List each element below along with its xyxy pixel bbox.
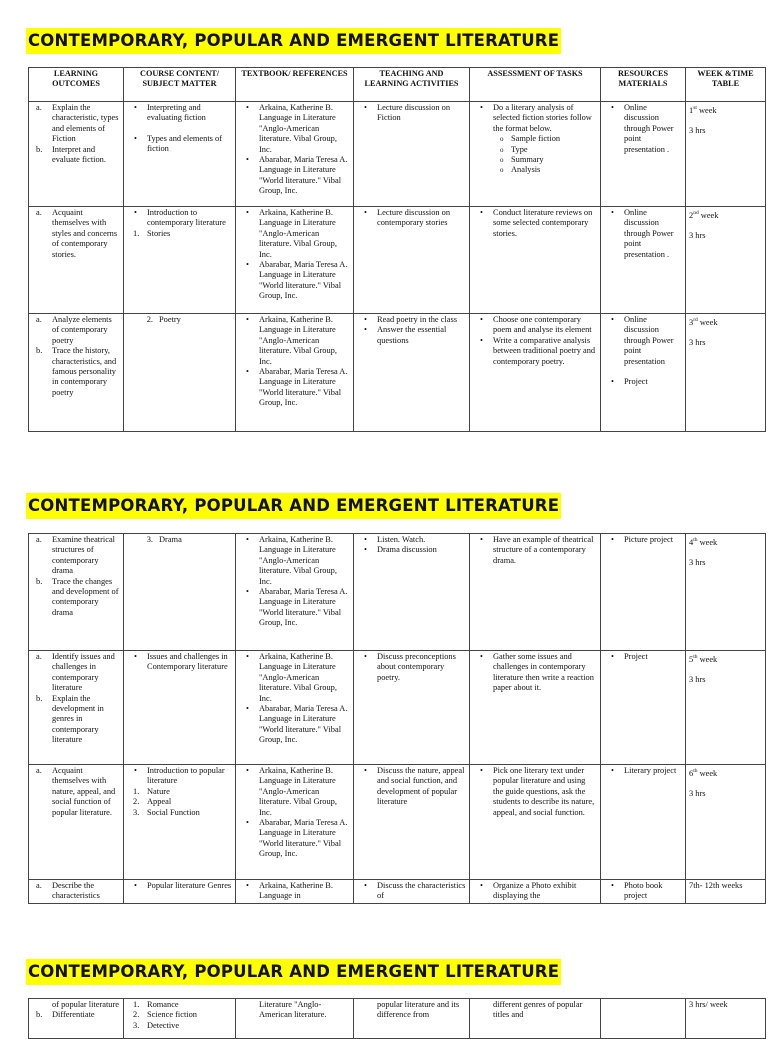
week-cell xyxy=(686,207,766,314)
list-item: • Gather some issues and challenges in contemporary literature then write a reaction paper about it. xyxy=(473,652,597,694)
list-item: o Analysis xyxy=(473,165,597,175)
list-item: • Types and elements of fiction xyxy=(127,134,232,155)
table-row xyxy=(29,534,766,651)
assessment-cell xyxy=(470,314,601,432)
section-title: CONTEMPORARY, POPULAR AND EMERGENT LITERATURE xyxy=(26,959,561,985)
header-course-content: COURSE CONTENT/ SUBJECT MATTER xyxy=(124,68,236,102)
assessment-cell xyxy=(470,534,601,651)
list-item: • Arkaina, Katherine B. Language in Literature "Anglo-American literature. Vibal Group, Inc. xyxy=(239,103,350,155)
week-word: week xyxy=(697,317,718,327)
list-item: • Discuss the characteristics of xyxy=(357,881,466,902)
week-suffix: th xyxy=(693,537,698,543)
resources-cell xyxy=(601,765,686,880)
list-item: • Arkaina, Katherine B. Language in Literature "Anglo-American literature. Vibal Group, Inc. xyxy=(239,315,350,367)
week-number: 2 xyxy=(689,210,694,220)
list-item: different genres of popular titles and xyxy=(493,1000,583,1020)
week-word: week xyxy=(698,210,719,220)
list-item: a. Examine theatrical structures of contemporary drama xyxy=(32,535,120,577)
references-cell xyxy=(236,314,354,432)
list-item: 2. Appeal xyxy=(127,797,232,807)
list-item: o Sample fiction xyxy=(473,134,597,144)
list-item: • Online discussion through Power point presentation . xyxy=(604,103,682,155)
content-number: 2. xyxy=(146,315,153,324)
list-item: • Listen. Watch. xyxy=(357,535,466,545)
list-item: • Conduct literature reviews on some selected contemporary stories. xyxy=(473,208,597,239)
table-row xyxy=(29,314,766,432)
outcomes-cell xyxy=(29,880,124,904)
references-cell xyxy=(236,765,354,880)
activities-cell xyxy=(354,102,470,207)
resources-cell xyxy=(601,534,686,651)
list-item: b. Explain the development in genres in contemporary literature xyxy=(32,694,120,746)
content-cell xyxy=(124,314,236,432)
list-item: • Abarabar, Maria Teresa A. Language in Literature "World literature." Vibal Group, Inc. xyxy=(239,587,350,629)
week-number: 1 xyxy=(689,105,694,115)
assessment-cell xyxy=(470,765,601,880)
content-cell xyxy=(124,207,236,314)
list-item: • Abarabar, Maria Teresa A. Language in Literature "World literature." Vibal Group, Inc. xyxy=(239,155,350,197)
references-cell xyxy=(236,880,354,904)
list-item: • Answer the essential questions xyxy=(357,325,466,346)
section-title: CONTEMPORARY, POPULAR AND EMERGENT LITERATURE xyxy=(26,28,561,54)
list-item: • Introduction to popular literature xyxy=(127,766,232,787)
header-learning-outcomes: LEARNING OUTCOMES xyxy=(29,68,124,102)
activities-cell xyxy=(354,651,470,765)
list-item: of popular literature xyxy=(52,1000,119,1009)
outcomes-cell xyxy=(29,207,124,314)
list-item: • Photo book project xyxy=(604,881,682,902)
list-item: • Discuss the nature, appeal and social function, and development of popular literature xyxy=(357,766,466,808)
week-number: 5 xyxy=(689,654,694,664)
list-item: • Arkaina, Katherine B. Language in Literature "Anglo-American literature. Vibal Group, Inc. xyxy=(239,535,350,587)
list-item: • Abarabar, Maria Teresa A. Language in Literature "World literature." Vibal Group, Inc. xyxy=(239,704,350,746)
week-hours: 3 hrs/ week xyxy=(689,1000,728,1009)
activities-cell xyxy=(354,314,470,432)
list-item: 2. Science fiction xyxy=(127,1010,232,1020)
assessment-cell xyxy=(470,651,601,765)
content-cell xyxy=(124,880,236,904)
list-item: • Lecture discussion on contemporary stories xyxy=(357,208,466,229)
week-cell xyxy=(686,765,766,880)
resources-cell xyxy=(601,651,686,765)
list-item: • Discuss preconceptions about contemporary poetry. xyxy=(357,652,466,683)
list-item: • Arkaina, Katherine B. Language in Literature "Anglo-American literature. Vibal Group, Inc. xyxy=(239,208,350,260)
week-suffix: th xyxy=(693,654,698,660)
list-item: popular literature and its difference from xyxy=(377,1000,460,1020)
list-item: • Abarabar, Maria Teresa A. Language in Literature "World literature." Vibal Group, Inc. xyxy=(239,260,350,302)
week-cell xyxy=(686,880,766,904)
list-item: b. Trace the changes and development of contemporary drama xyxy=(32,577,120,619)
week-cell xyxy=(686,534,766,651)
resources-cell xyxy=(601,207,686,314)
table-header-row xyxy=(29,68,766,102)
content-text: Poetry xyxy=(159,315,181,324)
list-item: • Interpreting and evaluating fiction xyxy=(127,103,232,124)
week-suffix: th xyxy=(693,768,698,774)
table-row xyxy=(29,880,766,904)
list-item: b. Trace the history, characteristics, and famous personality in contemporary poetry xyxy=(32,346,120,398)
week-hours: 3 hrs xyxy=(689,789,706,799)
list-item: 1. Romance xyxy=(127,1000,232,1010)
content-cell xyxy=(124,999,236,1039)
header-week: WEEK &TIME TABLE xyxy=(686,68,766,102)
week-cell xyxy=(686,651,766,765)
list-item: 1. Stories xyxy=(127,229,232,239)
references-cell xyxy=(236,207,354,314)
content-cell xyxy=(124,765,236,880)
week-suffix: rd xyxy=(693,317,698,323)
list-item: • Lecture discussion on Fiction xyxy=(357,103,466,124)
list-item: • Write a comparative analysis between traditional poetry and contemporary poetry. xyxy=(473,336,597,367)
week-number: 3 xyxy=(689,317,694,327)
outcomes-cell xyxy=(29,651,124,765)
list-item: a. Identify issues and challenges in contemporary literature xyxy=(32,652,120,694)
table-row xyxy=(29,102,766,207)
week-hours: 3 hrs xyxy=(689,558,706,568)
list-item: b. Interpret and evaluate fiction. xyxy=(32,145,120,166)
list-item: • Abarabar, Maria Teresa A. Language in Literature "World literature." Vibal Group, Inc. xyxy=(239,818,350,860)
list-item: a. Acquaint themselves with nature, appeal, and social function of popular literature. xyxy=(32,766,120,818)
week-cell xyxy=(686,999,766,1039)
syllabus-table-2 xyxy=(28,533,766,904)
list-item: Literature "Anglo-American literature. xyxy=(259,1000,327,1020)
activities-cell xyxy=(354,880,470,904)
references-cell xyxy=(236,534,354,651)
activities-cell xyxy=(354,207,470,314)
list-item: • Project xyxy=(604,377,682,387)
references-cell xyxy=(236,651,354,765)
list-item: • Abarabar, Maria Teresa A. Language in Literature "World literature." Vibal Group, Inc. xyxy=(239,367,350,409)
table-row xyxy=(29,999,766,1039)
activities-cell xyxy=(354,765,470,880)
content-cell xyxy=(124,651,236,765)
header-resources: RESOURCES MATERIALS xyxy=(601,68,686,102)
header-activities: TEACHING AND LEARNING ACTIVITIES xyxy=(354,68,470,102)
list-item: • Have an example of theatrical structure of a contemporary drama. xyxy=(473,535,597,566)
list-item: a. Acquaint themselves with styles and concerns of contemporary stories. xyxy=(32,208,120,260)
week-word: week xyxy=(697,537,718,547)
assessment-cell xyxy=(470,207,601,314)
list-item: a. Explain the characteristic, types and elements of Fiction xyxy=(32,103,120,145)
references-cell xyxy=(236,999,354,1039)
list-item: 3. Social Function xyxy=(127,808,232,818)
list-item: • Arkaina, Katherine B. Language in xyxy=(239,881,350,902)
activities-cell xyxy=(354,534,470,651)
week-word: week xyxy=(697,768,718,778)
week-cell xyxy=(686,314,766,432)
list-item: o Type xyxy=(473,145,597,155)
week-suffix: st xyxy=(693,105,697,111)
list-item: • Read poetry in the class xyxy=(357,315,466,325)
content-cell xyxy=(124,102,236,207)
outcomes-cell xyxy=(29,314,124,432)
week-hours: 3 hrs xyxy=(689,338,706,348)
header-assessment: ASSESSMENT OF TASKS xyxy=(470,68,601,102)
list-item: • Online discussion through Power point presentation . xyxy=(604,208,682,260)
list-item: • Popular literature Genres xyxy=(127,881,232,891)
list-item: • Do a literary analysis of selected fiction stories follow the format below. xyxy=(473,103,597,134)
list-item: • Drama discussion xyxy=(357,545,466,555)
week-hours: 3 hrs xyxy=(689,231,706,241)
assessment-cell xyxy=(470,999,601,1039)
list-item: • Choose one contemporary poem and analyse its element xyxy=(473,315,597,336)
list-item: 3. Detective xyxy=(127,1021,232,1031)
table-row xyxy=(29,651,766,765)
list-item: • Arkaina, Katherine B. Language in Literature "Anglo-American literature. Vibal Group, Inc. xyxy=(239,652,350,704)
list-item xyxy=(127,315,232,325)
references-cell xyxy=(236,102,354,207)
list-item: • Project xyxy=(604,652,682,662)
resources-cell xyxy=(601,880,686,904)
content-text: Drama xyxy=(159,535,182,544)
resources-cell xyxy=(601,999,686,1039)
list-item: a. Analyze elements of contemporary poetry xyxy=(32,315,120,346)
list-item: • Arkaina, Katherine B. Language in Literature "Anglo-American literature. Vibal Group, Inc. xyxy=(239,766,350,818)
outcomes-cell xyxy=(29,765,124,880)
outcomes-cell xyxy=(29,102,124,207)
syllabus-table-3 xyxy=(28,998,766,1039)
week-suffix: nd xyxy=(693,210,699,216)
list-item: • Picture project xyxy=(604,535,682,545)
list-item: • Literary project xyxy=(604,766,682,776)
list-item: • Online discussion through Power point presentation xyxy=(604,315,682,367)
assessment-cell xyxy=(470,102,601,207)
list-item: • Pick one literary text under popular literature and using the guide questions, ask the students to describe its nature, appeal, and social function. xyxy=(473,766,597,818)
week-number: 6 xyxy=(689,768,694,778)
list-item: • Introduction to contemporary literature xyxy=(127,208,232,229)
table-row xyxy=(29,765,766,880)
week-cell xyxy=(686,102,766,207)
outcomes-cell xyxy=(29,999,124,1039)
activities-cell xyxy=(354,999,470,1039)
week-word: week xyxy=(697,654,718,664)
section-title: CONTEMPORARY, POPULAR AND EMERGENT LITERATURE xyxy=(26,493,561,519)
assessment-cell xyxy=(470,880,601,904)
list-item: 1. Nature xyxy=(127,787,232,797)
week-hours: 3 hrs xyxy=(689,126,706,136)
resources-cell xyxy=(601,102,686,207)
list-item: • Organize a Photo exhibit displaying the xyxy=(473,881,597,902)
week-hours: 3 hrs xyxy=(689,675,706,685)
syllabus-table-1 xyxy=(28,67,766,432)
week-word: week xyxy=(696,105,717,115)
week-range: 7th- 12th weeks xyxy=(689,881,743,890)
list-item: • Issues and challenges in Contemporary literature xyxy=(127,652,232,673)
list-item: o Summary xyxy=(473,155,597,165)
header-references: TEXTBOOK/ REFERENCES xyxy=(236,68,354,102)
list-item: b. Differentiate xyxy=(32,1010,120,1020)
week-number: 4 xyxy=(689,537,694,547)
content-cell xyxy=(124,534,236,651)
list-item: a. Describe the characteristics xyxy=(32,881,120,902)
outcomes-cell xyxy=(29,534,124,651)
resources-cell xyxy=(601,314,686,432)
table-row xyxy=(29,207,766,314)
content-number: 3. xyxy=(146,535,153,544)
